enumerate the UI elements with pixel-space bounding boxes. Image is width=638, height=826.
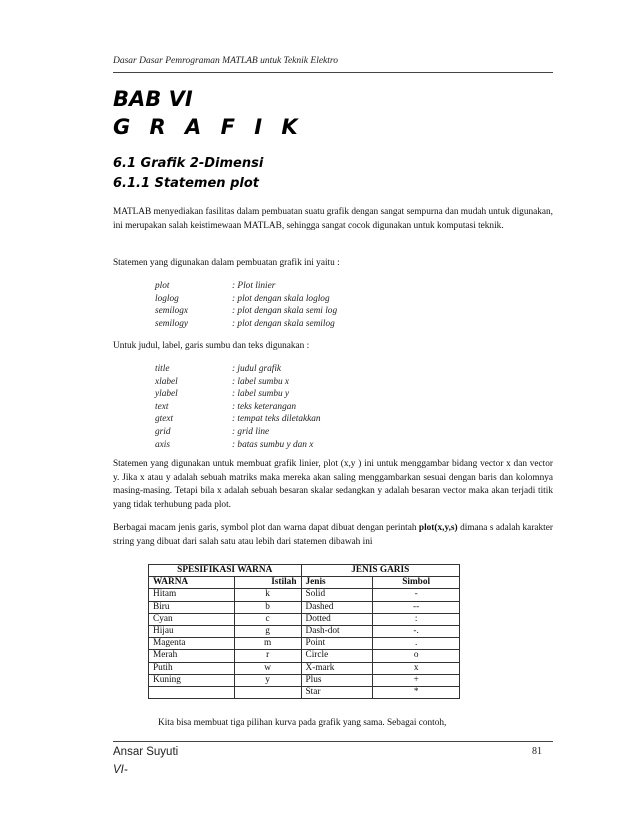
label-command-list <box>155 363 321 451</box>
command-name: text <box>155 401 169 412</box>
command-name: grid <box>155 426 171 437</box>
cell-warna <box>149 686 235 698</box>
table-row <box>149 650 460 662</box>
cell-jenis: Solid <box>301 589 373 601</box>
section-heading-6-1: 6.1 Grafik 2-Dimensi <box>113 156 264 171</box>
section-heading-6-1-1: 6.1.1 Statemen plot <box>113 176 259 191</box>
color-line-spec-table <box>148 564 460 699</box>
cell-simbol: . <box>373 638 460 650</box>
cell-warna: Putih <box>149 662 235 674</box>
cell-jenis: Dotted <box>301 613 373 625</box>
footer-rule <box>113 741 553 742</box>
cell-simbol: - <box>373 589 460 601</box>
command-name: loglog <box>155 293 179 304</box>
plot-xys-keyword: plot(x,y,s) <box>418 523 458 533</box>
command-desc: : label sumbu y <box>232 389 290 400</box>
cell-warna: Magenta <box>149 638 235 650</box>
cell-istilah: r <box>234 650 301 662</box>
table-group-header <box>149 565 460 577</box>
cell-simbol: + <box>373 674 460 686</box>
command-desc: : teks keterangan <box>232 401 297 412</box>
cell-simbol: o <box>373 650 460 662</box>
table-row <box>149 686 460 698</box>
cell-simbol: : <box>373 613 460 625</box>
command-desc: : label sumbu x <box>232 376 290 387</box>
col-warna: WARNA <box>149 577 235 589</box>
cell-warna: Cyan <box>149 613 235 625</box>
command-name: axis <box>155 439 170 450</box>
example-intro-text: Kita bisa membuat tiga pilihan kurva pada grafik yang sama. Sebagai contoh, <box>158 718 447 728</box>
table-row <box>149 613 460 625</box>
line-type-header: JENIS GARIS <box>301 565 459 577</box>
col-istilah: Istilah <box>234 577 301 589</box>
chapter-number: BAB VI <box>113 87 193 111</box>
command-row <box>155 293 337 306</box>
command-name: xlabel <box>155 376 178 387</box>
footer-chapter-label: VI- <box>113 764 128 776</box>
plot-command-list <box>155 280 337 330</box>
command-name: plot <box>155 281 170 291</box>
table-row <box>149 662 460 674</box>
cell-warna: Biru <box>149 601 235 613</box>
cell-istilah: c <box>234 613 301 625</box>
cell-jenis: Dashed <box>301 601 373 613</box>
col-jenis: Jenis <box>301 577 373 589</box>
cell-istilah: w <box>234 662 301 674</box>
cell-warna: Merah <box>149 650 235 662</box>
cell-jenis: Circle <box>301 650 373 662</box>
command-row <box>155 376 321 389</box>
command-row <box>155 426 321 439</box>
command-desc: : Plot linier <box>232 281 276 291</box>
command-desc: : grid line <box>232 426 270 437</box>
command-row <box>155 413 321 426</box>
cell-jenis: X-mark <box>301 662 373 674</box>
chapter-title <box>113 85 304 141</box>
cell-istilah: m <box>234 638 301 650</box>
col-simbol: Simbol <box>373 577 460 589</box>
cell-jenis: Plus <box>301 674 373 686</box>
cell-warna: Hitam <box>149 589 235 601</box>
table-row <box>149 638 460 650</box>
cell-jenis: Point <box>301 638 373 650</box>
command-name: ylabel <box>155 389 178 400</box>
cell-simbol: * <box>373 686 460 698</box>
cell-simbol: x <box>373 662 460 674</box>
chapter-name: G R A F I K <box>113 115 304 139</box>
running-header: Dasar Dasar Pemrograman MATLAB untuk Teknik Elektro <box>113 56 338 66</box>
command-row <box>155 401 321 414</box>
command-row <box>155 280 337 293</box>
line-style-paragraph <box>113 522 553 549</box>
command-name: title <box>155 364 170 374</box>
cell-istilah: k <box>234 589 301 601</box>
label-statements-intro: Untuk judul, label, garis sumbu dan teks digunakan : <box>113 341 310 351</box>
command-row <box>155 318 337 331</box>
cell-istilah: g <box>234 625 301 637</box>
table-row <box>149 601 460 613</box>
intro-paragraph: MATLAB menyediakan fasilitas dalam pembuatan suatu grafik dengan sangat sempurna dan mudah untuk digunakan, ini merupakan salah keistimewaan MATLAB, sehingga sangat cocok digunakan untuk komputasi teknik. <box>113 207 553 231</box>
footer-author: Ansar Suyuti <box>113 746 179 758</box>
line-style-text-start: Berbagai macam jenis garis, symbol plot dan warna dapat dibuat dengan perintah <box>113 523 419 533</box>
cell-simbol: -. <box>373 625 460 637</box>
table-row <box>149 674 460 686</box>
command-desc: : tempat teks diletakkan <box>232 414 321 425</box>
cell-warna: Kuning <box>149 674 235 686</box>
command-desc: : plot dengan skala semi log <box>232 306 338 317</box>
command-row <box>155 305 337 318</box>
command-name: semilogy <box>155 318 189 329</box>
line-style-text-end: dimana s adalah karakter string yang dibuat dari salah satu atau lebih dari statemen dibawah ini <box>113 523 553 547</box>
cell-jenis: Star <box>301 686 373 698</box>
cell-istilah: b <box>234 601 301 613</box>
command-row <box>155 363 321 376</box>
cell-jenis: Dash-dot <box>301 625 373 637</box>
command-name: semilogx <box>155 306 189 317</box>
command-desc: : plot dengan skala semilog <box>232 318 335 329</box>
header-rule <box>113 72 553 73</box>
cell-simbol: -- <box>373 601 460 613</box>
command-desc: : plot dengan skala loglog <box>232 293 330 304</box>
table-row <box>149 589 460 601</box>
color-spec-header: SPESIFIKASI WARNA <box>149 565 302 577</box>
command-name: gtext <box>155 414 174 425</box>
cell-istilah <box>234 686 301 698</box>
plot-description-paragraph: Statemen yang digunakan untuk membuat grafik linier, plot (x,y ) ini untuk menggambar bidang vector x dan vector y. Jika x atau y adalah sebuah matriks maka mereka akan saling menggambarkan sesuai dengan baris dan kolomnya masing-masing. Tetapi bila x adalah sebuah besaran skalar sedangkan y adalah besaran vector maka akan terjadi titik yang tidak terhubung pada plot. <box>113 459 553 510</box>
table-row <box>149 625 460 637</box>
page-number: 81 <box>532 746 542 757</box>
cell-warna: Hijau <box>149 625 235 637</box>
table-column-header <box>149 577 460 589</box>
command-row <box>155 388 321 401</box>
plot-statements-intro: Statemen yang digunakan dalam pembuatan grafik ini yaitu : <box>113 258 340 268</box>
command-desc: : judul grafik <box>232 364 282 374</box>
cell-istilah: y <box>234 674 301 686</box>
command-desc: : batas sumbu y dan x <box>232 439 314 450</box>
command-row <box>155 439 321 452</box>
